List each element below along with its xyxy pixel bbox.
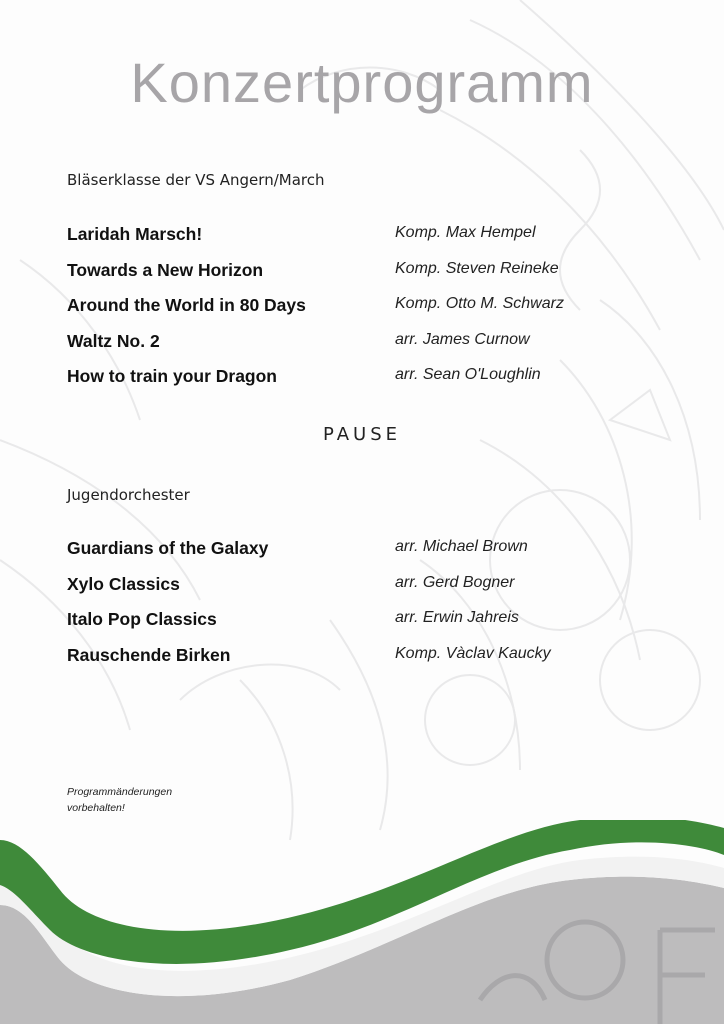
footnote bbox=[67, 784, 172, 816]
list-item bbox=[67, 366, 667, 402]
piece-list-section2 bbox=[67, 538, 667, 680]
list-item bbox=[67, 645, 667, 681]
piece-composer: arr. Sean O'Loughlin bbox=[395, 366, 541, 383]
list-item bbox=[67, 224, 667, 260]
piece-title: Italo Pop Classics bbox=[67, 609, 217, 629]
pause-label: PAUSE bbox=[323, 424, 401, 445]
list-item bbox=[67, 574, 667, 610]
piece-title: Xylo Classics bbox=[67, 573, 180, 594]
piece-composer: Komp. Steven Reineke bbox=[395, 259, 559, 277]
list-item bbox=[67, 538, 667, 574]
list-item bbox=[67, 609, 667, 645]
list-item bbox=[67, 295, 667, 331]
section-label-blaeserklasse: Bläserklasse der VS Angern/March bbox=[67, 171, 325, 189]
footer-wave bbox=[0, 820, 724, 1024]
piece-list-section1 bbox=[67, 224, 667, 402]
piece-title: How to train your Dragon bbox=[67, 366, 277, 386]
footnote-line: vorbehalten! bbox=[67, 802, 125, 814]
piece-title: Laridah Marsch! bbox=[67, 224, 203, 244]
page-title: Konzertprogramm bbox=[130, 51, 594, 114]
piece-title: Guardians of the Galaxy bbox=[67, 538, 269, 558]
list-item bbox=[67, 331, 667, 367]
piece-composer: Komp. Otto M. Schwarz bbox=[395, 295, 564, 312]
list-item bbox=[67, 260, 667, 296]
piece-composer: Komp. Max Hempel bbox=[395, 224, 536, 241]
piece-composer: Komp. Vàclav Kaucky bbox=[395, 644, 551, 662]
piece-title: Waltz No. 2 bbox=[67, 330, 160, 351]
section-label-jugendorchester: Jugendorchester bbox=[67, 486, 190, 504]
footnote-line: Programmänderungen bbox=[67, 786, 173, 798]
piece-title: Around the World in 80 Days bbox=[67, 295, 306, 315]
piece-title: Rauschende Birken bbox=[67, 644, 231, 665]
piece-composer: arr. Michael Brown bbox=[395, 538, 528, 555]
piece-title: Towards a New Horizon bbox=[67, 259, 264, 280]
piece-composer: arr. James Curnow bbox=[395, 330, 530, 348]
piece-composer: arr. Gerd Bogner bbox=[395, 573, 515, 591]
piece-composer: arr. Erwin Jahreis bbox=[395, 609, 519, 626]
